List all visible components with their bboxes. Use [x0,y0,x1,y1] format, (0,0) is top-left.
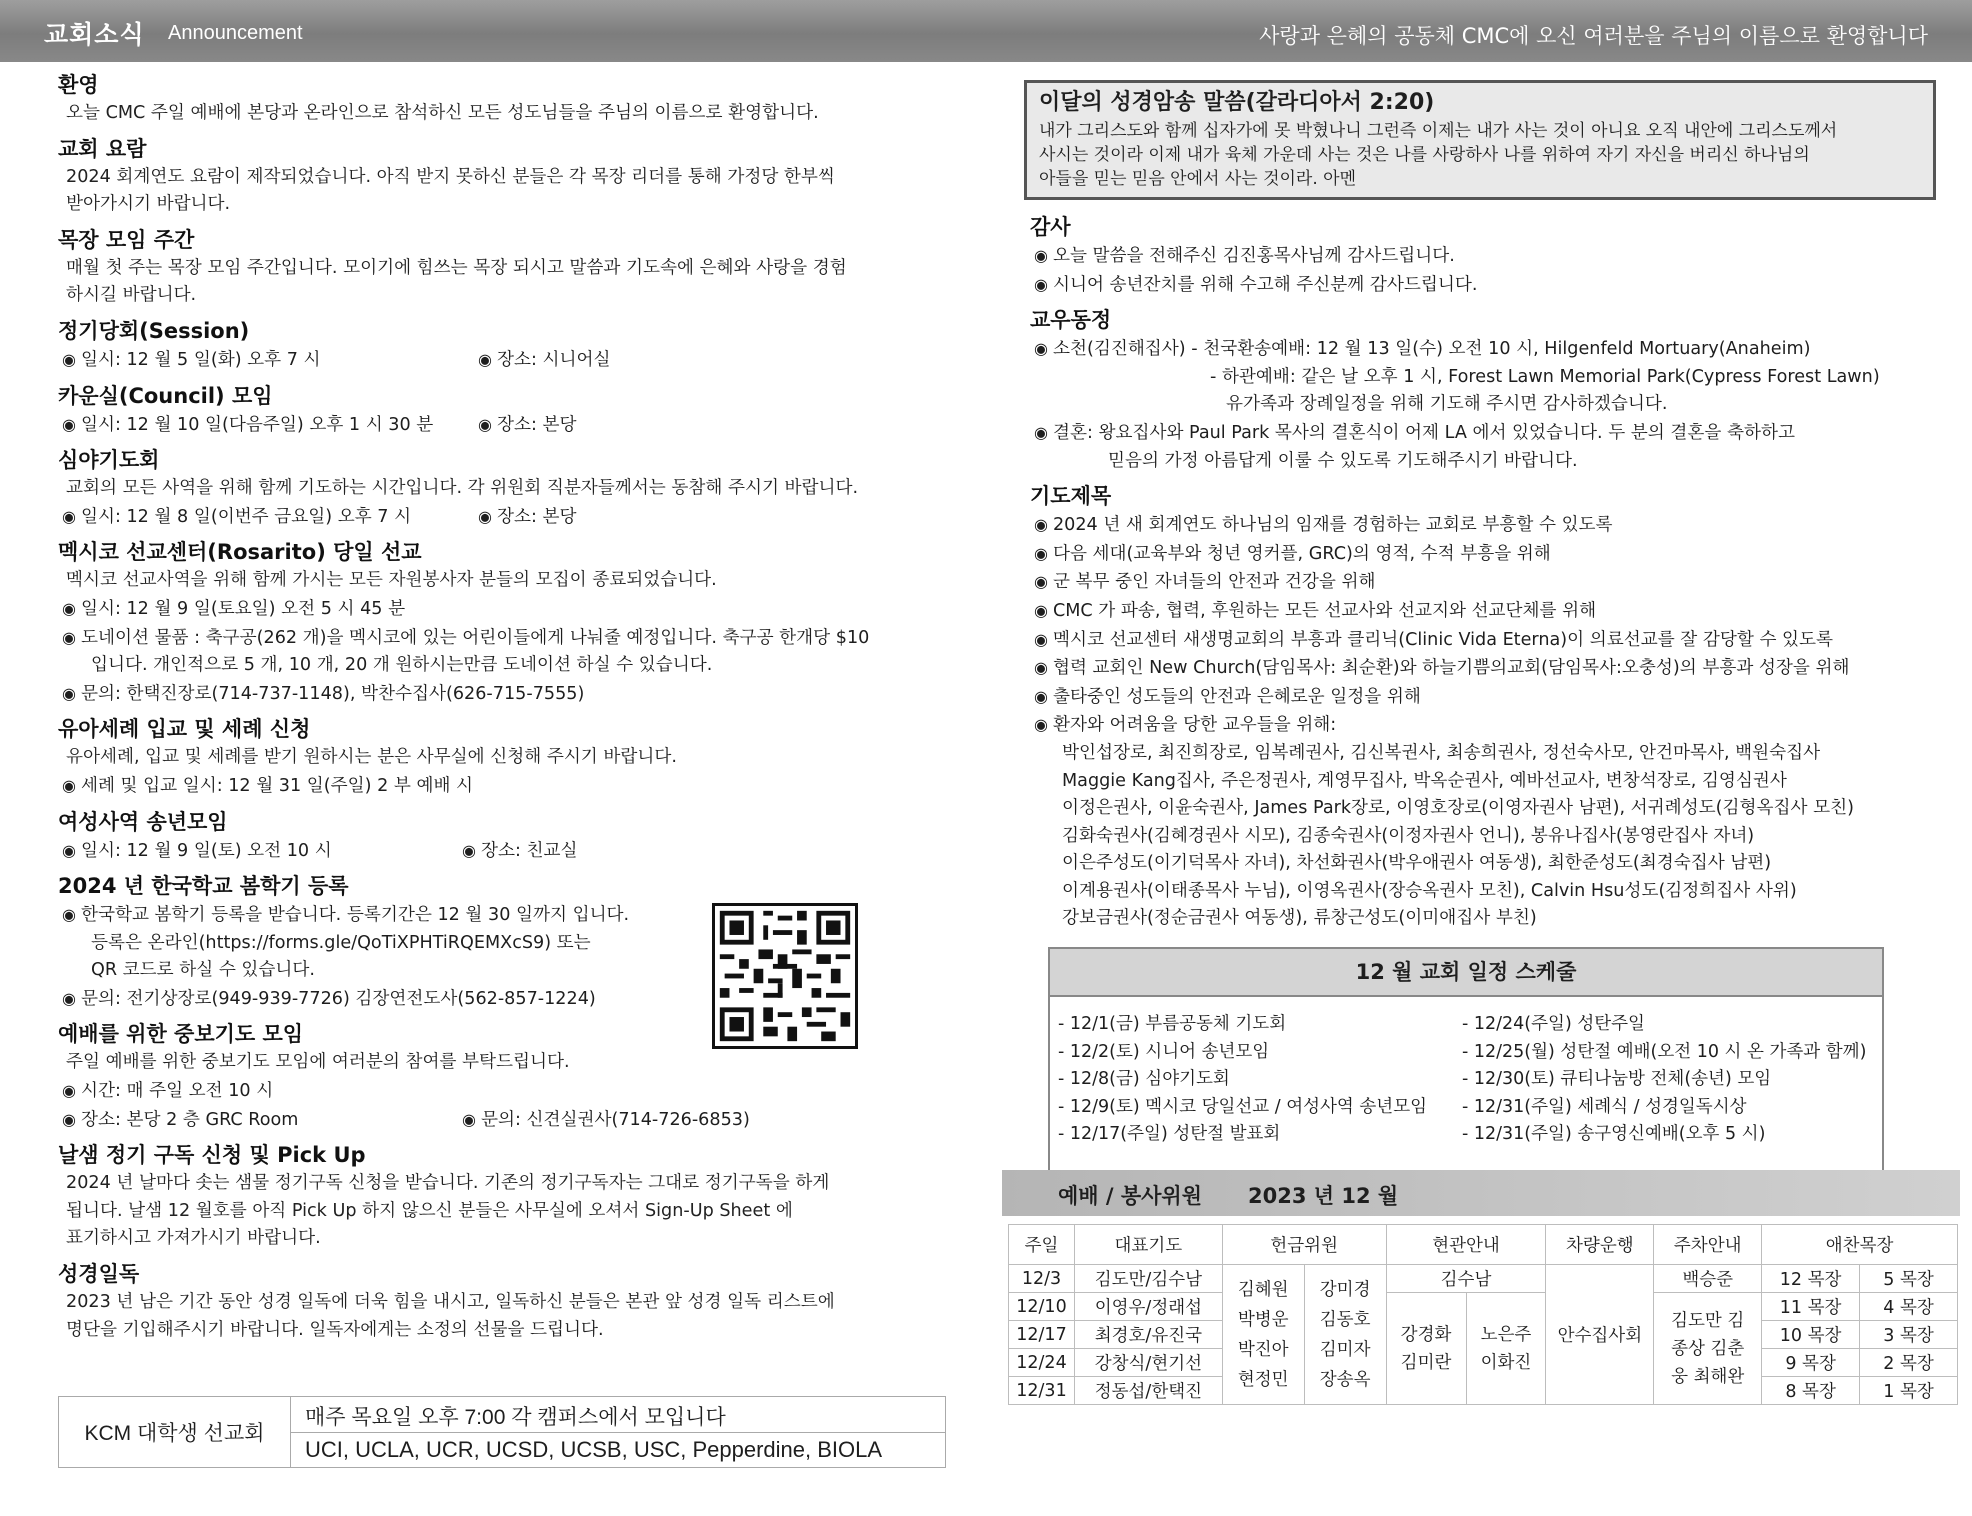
section-body: 교회의 모든 사역을 위해 함께 기도하는 시간입니다. 각 위원회 직분자들께서는 동참해 주시기 바랍니다. [66,478,859,499]
table-cell: 정동섭/한택진 [1074,1377,1222,1405]
table-row [1009,1265,1958,1293]
schedule-item: - 12/30(토) 큐티나눔방 전체(송년) 모임 [1462,1069,1772,1090]
section-title: 정기당회(Session) [58,318,250,343]
kcm-table [58,1396,946,1468]
section-body: 매월 첫 주는 목장 모임 주간입니다. 모이기에 힘쓰는 목장 되시고 말씀과 기도속에 은혜와 사랑을 경험 [66,257,847,278]
qr-code-icon[interactable] [712,903,858,1049]
section-body: 2024 년 날마다 솟는 샘물 정기구독 신청을 받습니다. 기존의 정기구독자는 그대로 정기구독을 하게 [66,1173,830,1194]
volunteers-month: 2023 년 12 월 [1248,1184,1399,1208]
table-cell: 김도만 김종상 김춘웅 최해완 [1654,1293,1762,1405]
table-cell: 10 목장 [1762,1321,1860,1349]
info-row: 등록은 온라인(https://forms.gle/QoTiXPHTiRQEMXcS9) 또는 [91,932,591,953]
table-cell: 8 목장 [1762,1377,1860,1405]
memory-verse-box [1024,80,1936,200]
section-title: 카운실(Council) 모임 [58,383,273,408]
section-body: 2023 년 남은 기간 동안 성경 일독에 더욱 힘을 내시고, 일독하신 분들은 본관 앞 성경 일독 리스트에 [66,1292,835,1313]
circled-dot-icon: ◉ [1034,274,1048,294]
section-title: 기도제목 [1030,484,1112,509]
prayer-item: ◉ 협력 교회인 New Church(담임목사: 최순환)와 하늘기쁨의교회(담임목사:오충성)의 부흥과 성장을 위해 [1034,658,1850,679]
info-row: QR 코드로 하실 수 있습니다. [91,960,315,981]
table-cell: 강경화 김미란 [1386,1293,1466,1405]
schedule-title: 12 월 교회 일정 스케줄 [1050,949,1882,997]
info-row: ◉ 장소: 본당 2 층 GRC Room ◉ 문의: 신견실권사(714-726-6853) [62,1109,750,1130]
section-title: 멕시코 선교센터(Rosarito) 당일 선교 [58,540,422,565]
table-cell: 1 목장 [1860,1377,1958,1405]
table-cell: 4 목장 [1860,1293,1958,1321]
patient-line: Maggie Kang집사, 주은정권사, 계영무집사, 박옥순권사, 예바선교사, 변창석장로, 김영심권사 [1062,770,1787,791]
volunteers-header [1002,1170,1960,1216]
table-cell: 김도만/김수남 [1074,1265,1222,1293]
section-body: 하시길 바랍니다. [66,285,197,306]
circled-dot-icon: ◉ [478,414,492,434]
circled-dot-icon: ◉ [462,1109,476,1129]
prayer-item: ◉ 군 복무 중인 자녀들의 안전과 건강을 위해 [1034,572,1376,593]
circled-dot-icon: ◉ [1034,422,1048,442]
circled-dot-icon: ◉ [62,988,76,1008]
column-header: 대표기도 [1074,1225,1222,1265]
volunteers-title: 예배 / 봉사위원 [1058,1184,1203,1208]
schedule-box [1048,947,1884,1179]
section-body: 오늘 CMC 주일 예배에 본당과 온라인으로 참석하신 모든 성도님들을 주님의 이름으로 환영합니다. [66,103,819,123]
section-body: 멕시코 선교사역을 위해 함께 가시는 모든 자원봉사자 분들의 모집이 종료되었습니다. [66,570,717,591]
table-cell: 최경호/유진국 [1074,1321,1222,1349]
prayer-item: ◉ 출타중인 성도들의 안전과 은혜로운 일정을 위해 [1034,686,1421,707]
circled-dot-icon: ◉ [62,683,76,703]
table-cell: 9 목장 [1762,1349,1860,1377]
section-body: 유아세례, 입교 및 세례를 받기 원하시는 분은 사무실에 신청해 주시기 바랍니다. [66,747,677,768]
section-body: 주일 예배를 위한 중보기도 모임에 여러분의 참여를 부탁드립니다. [66,1052,570,1073]
table-cell: 12/10 [1009,1293,1075,1321]
header-title: 교회소식 [44,20,145,49]
table-cell: 안수집사회 [1546,1265,1654,1405]
info-row: 입니다. 개인적으로 5 개, 10 개, 20 개 원하시는만큼 도네이션 하실 수 있습니다. [91,655,713,676]
schedule-item: - 12/31(주일) 송구영신예배(오후 5 시) [1462,1124,1766,1145]
schedule-column [1462,1011,1866,1149]
info-row: ◉ 세례 및 입교 일시: 12 월 31 일(주일) 2 부 예배 시 [62,775,474,796]
patient-list [1030,740,1940,933]
kcm-label: KCM 대학생 선교회 [59,1397,291,1467]
section-title: 2024 년 한국학교 봄학기 등록 [58,874,349,899]
column-header: 주차안내 [1654,1225,1762,1265]
circled-dot-icon: ◉ [62,349,76,369]
section-title: 날샘 정기 구독 신청 및 Pick Up [58,1143,366,1168]
section-body: 명단을 기입해주시기 바랍니다. 일독자에게는 소정의 선물을 드립니다. [66,1319,604,1340]
circled-dot-icon: ◉ [1034,515,1048,535]
info-row: 믿음의 가정 아름답게 이룰 수 있도록 기도해주시기 바랍니다. [1108,450,1578,471]
section-body: 2024 회계연도 요람이 제작되었습니다. 아직 받지 못하신 분들은 각 목장 리더를 통해 가정당 한부씩 [66,166,835,187]
schedule-item: - 12/31(주일) 세례식 / 성경일독시상 [1462,1096,1747,1117]
prayer-item: ◉ 다음 세대(교육부와 청년 영커플, GRC)의 영적, 수적 부흥을 위해 [1034,543,1551,564]
patient-line: 강보금권사(정순금권사 여동생), 류창근성도(이미애집사 부친) [1062,908,1537,929]
info-row: ◉ 일시: 12 월 8 일(이번주 금요일) 오후 7 시 ◉ 장소: 본당 [62,506,577,527]
circled-dot-icon: ◉ [62,1081,76,1101]
circled-dot-icon: ◉ [62,627,76,647]
circled-dot-icon: ◉ [1034,339,1048,359]
column-header: 주일 [1009,1225,1075,1265]
section-title: 목장 모임 주간 [58,227,195,252]
table-cell: 5 목장 [1860,1265,1958,1293]
volunteers-table [1008,1224,1958,1405]
info-row: ◉ 시니어 송년잔치를 위해 수고해 주신분께 감사드립니다. [1034,274,1478,295]
info-row: ◉ 한국학교 봄학기 등록을 받습니다. 등록기간은 12 월 30 일까지 입니다. [62,905,630,926]
header-bar [0,0,1972,62]
section-body: 받아가시기 바랍니다. [66,194,231,215]
column-header: 헌금위원 [1222,1225,1386,1265]
prayer-item: ◉ 멕시코 선교센터 새생명교회의 부흥과 클리닉(Clinic Vida Eterna)이 의료선교를 잘 감당할 수 있도록 [1034,629,1834,650]
section-title: 예배를 위한 중보기도 모임 [58,1022,304,1047]
patient-line: 박인섭장로, 최진희장로, 임복례권사, 김신복권사, 최송희권사, 정선숙사모, 안건마목사, 백원숙집사 [1062,742,1821,763]
column-header: 애찬목장 [1762,1225,1958,1265]
circled-dot-icon: ◉ [1034,715,1048,735]
memory-verse-line: 내가 그리스도와 함께 십자가에 못 박혔나니 그런즉 이제는 내가 사는 것이 아니요 오직 내안에 그리스도께서 [1039,121,1838,141]
prayer-item: ◉ 2024 년 새 회계연도 하나님의 임재를 경험하는 교회로 부흥할 수 있도록 [1034,515,1613,536]
section-title: 교회 요람 [58,136,147,161]
table-cell: 강미경 김동호 김미자 장송옥 [1304,1265,1386,1405]
section-title: 환영 [58,73,99,97]
memory-verse-line: 아들을 믿는 믿음 안에서 사는 것이라. 아멘 [1039,169,1357,189]
table-cell: 김수남 [1386,1265,1546,1293]
circled-dot-icon: ◉ [1034,572,1048,592]
circled-dot-icon: ◉ [1034,658,1048,678]
info-row: ◉ 일시: 12 월 10 일(다음주일) 오후 1 시 30 분 ◉ 장소: 본당 [62,414,577,435]
column-header: 현관안내 [1386,1225,1546,1265]
table-cell: 노은주 이화진 [1466,1293,1546,1405]
patient-line: 김화숙권사(김혜경권사 시모), 김종숙권사(이정자권사 언니), 봉유나집사(봉영란집사 자녀) [1062,825,1755,846]
info-row: 유가족과 장례일정을 위해 기도해 주시면 감사하겠습니다. [1226,394,1668,415]
prayer-item: ◉ 환자와 어려움을 당한 교우들을 위해: [1034,715,1337,736]
kcm-schedule: 매주 목요일 오후 7:00 각 캠퍼스에서 모입니다 [305,1406,726,1429]
table-cell: 12 목장 [1762,1265,1860,1293]
schedule-item: - 12/25(월) 성탄절 예배(오전 10 시 온 가족과 함께) [1462,1041,1867,1062]
schedule-item: - 12/9(토) 멕시코 당일선교 / 여성사역 송년모임 [1058,1096,1428,1117]
table-cell: 2 목장 [1860,1349,1958,1377]
info-row: ◉ 소천(김진해집사) - 천국환송예배: 12 월 13 일(수) 오전 10 시, Hilgenfeld Mortuary(Anaheim) [1034,339,1811,360]
right-column [1030,64,1940,1179]
divider [291,1432,945,1433]
table-header-row [1009,1225,1958,1265]
circled-dot-icon: ◉ [62,414,76,434]
schedule-item: - 12/17(주일) 성탄절 발표회 [1058,1124,1281,1145]
table-cell: 3 목장 [1860,1321,1958,1349]
patient-line: 이은주성도(이기덕목사 자녀), 차선화권사(박우애권사 여동생), 최한준성도(최경숙집사 남편) [1062,853,1772,874]
info-row: ◉ 일시: 12 월 9 일(토) 오전 10 시 ◉ 장소: 친교실 [62,840,578,861]
schedule-item: - 12/8(금) 심야기도회 [1058,1069,1230,1090]
table-cell: 김혜원 박병운 박진아 현정민 [1222,1265,1304,1405]
section-title: 성경일독 [58,1262,140,1287]
patient-line: 이계용권사(이태종목사 누님), 이영옥권사(장승옥권사 모친), Calvin Hsu성도(김정희집사 사위) [1062,880,1797,901]
section-title: 심야기도회 [58,448,160,473]
circled-dot-icon: ◉ [1034,246,1048,265]
prayer-item: ◉ CMC 가 파송, 협력, 후원하는 모든 선교사와 선교지와 선교단체를 위해 [1034,600,1597,621]
circled-dot-icon: ◉ [62,506,76,526]
table-cell: 12/31 [1009,1377,1075,1405]
schedule-item: - 12/1(금) 부름공동체 기도회 [1058,1014,1287,1035]
info-row: ◉ 결혼: 왕요집사와 Paul Park 목사의 결혼식이 어제 LA 에서 있었습니다. 두 분의 결혼을 축하하고 [1034,422,1795,443]
circled-dot-icon: ◉ [462,840,476,860]
column-header: 차량운행 [1546,1225,1654,1265]
patient-line: 이정은권사, 이윤숙권사, James Park장로, 이영호장로(이영자권사 남편), 서귀례성도(김형옥집사 모친) [1062,798,1854,819]
info-row: ◉ 오늘 말씀을 전해주신 김진홍목사님께 감사드립니다. [1034,246,1455,266]
table-cell: 12/17 [1009,1321,1075,1349]
section-title: 여성사역 송년모임 [58,809,228,834]
schedule-column [1058,1011,1427,1149]
info-row: - 하관예배: 같은 날 오후 1 시, Forest Lawn Memorial Park(Cypress Forest Lawn) [1210,366,1880,387]
schedule-item: - 12/2(토) 시니어 송년모임 [1058,1041,1270,1062]
kcm-campuses: UCI, UCLA, UCR, UCSD, UCSB, USC, Pepperdine, BIOLA [305,1437,883,1462]
circled-dot-icon: ◉ [1034,543,1048,563]
table-cell: 11 목장 [1762,1293,1860,1321]
circled-dot-icon: ◉ [62,840,76,860]
table-cell: 이영우/정래섭 [1074,1293,1222,1321]
memory-verse-line: 사시는 것이라 이제 내가 육체 가운데 사는 것은 나를 사랑하사 나를 위하여 자기 자신을 버리신 하나님의 [1039,145,1810,165]
circled-dot-icon: ◉ [62,905,76,925]
left-column [58,64,958,1344]
circled-dot-icon: ◉ [62,1109,76,1129]
table-cell: 12/24 [1009,1349,1075,1377]
circled-dot-icon: ◉ [1034,629,1048,649]
circled-dot-icon: ◉ [1034,600,1048,620]
info-row: ◉ 문의: 전기상장로(949-939-7726) 김장연전도사(562-857-1224) [62,988,596,1009]
section-body: 됩니다. 날샘 12 월호를 아직 Pick Up 하지 않으신 분들은 사무실에 오셔서 Sign-Up Sheet 에 [66,1200,793,1221]
memory-verse-title: 이달의 성경암송 말씀(갈라디아서 2:20) [1039,90,1435,115]
schedule-item: - 12/24(주일) 성탄주일 [1462,1014,1645,1035]
table-cell: 12/3 [1009,1265,1075,1293]
circled-dot-icon: ◉ [62,598,76,618]
info-row: ◉ 도네이션 물품 : 축구공(262 개)을 멕시코에 있는 어린이들에게 나눠줄 예정입니다. 축구공 한개당 $10 [62,627,870,648]
table-cell: 강창식/현기선 [1074,1349,1222,1377]
header-title-en: Announcement [168,22,303,44]
circled-dot-icon: ◉ [478,349,492,369]
circled-dot-icon: ◉ [62,775,76,795]
info-row: ◉ 문의: 한택진장로(714-737-1148), 박찬수집사(626-715-7555) [62,683,585,704]
table-row [1009,1293,1958,1321]
header-welcome: 사랑과 은혜의 공동체 CMC에 오신 여러분을 주님의 이름으로 환영합니다 [1259,24,1928,48]
section-title: 유아세례 입교 및 세례 신청 [58,717,311,742]
info-row: ◉ 일시: 12 월 9 일(토요일) 오전 5 시 45 분 [62,598,406,619]
info-row: ◉ 시간: 매 주일 오전 10 시 [62,1081,274,1102]
section-title: 교우동정 [1030,308,1112,333]
section-title: 감사 [1030,215,1071,239]
section-body: 표기하시고 가져가시기 바랍니다. [66,1228,321,1249]
prayer-list [1030,511,1940,740]
info-row: ◉ 일시: 12 월 5 일(화) 오후 7 시 ◉ 장소: 시니어실 [62,349,611,370]
circled-dot-icon: ◉ [478,506,492,526]
table-cell: 백승준 [1654,1265,1762,1293]
circled-dot-icon: ◉ [1034,686,1048,706]
